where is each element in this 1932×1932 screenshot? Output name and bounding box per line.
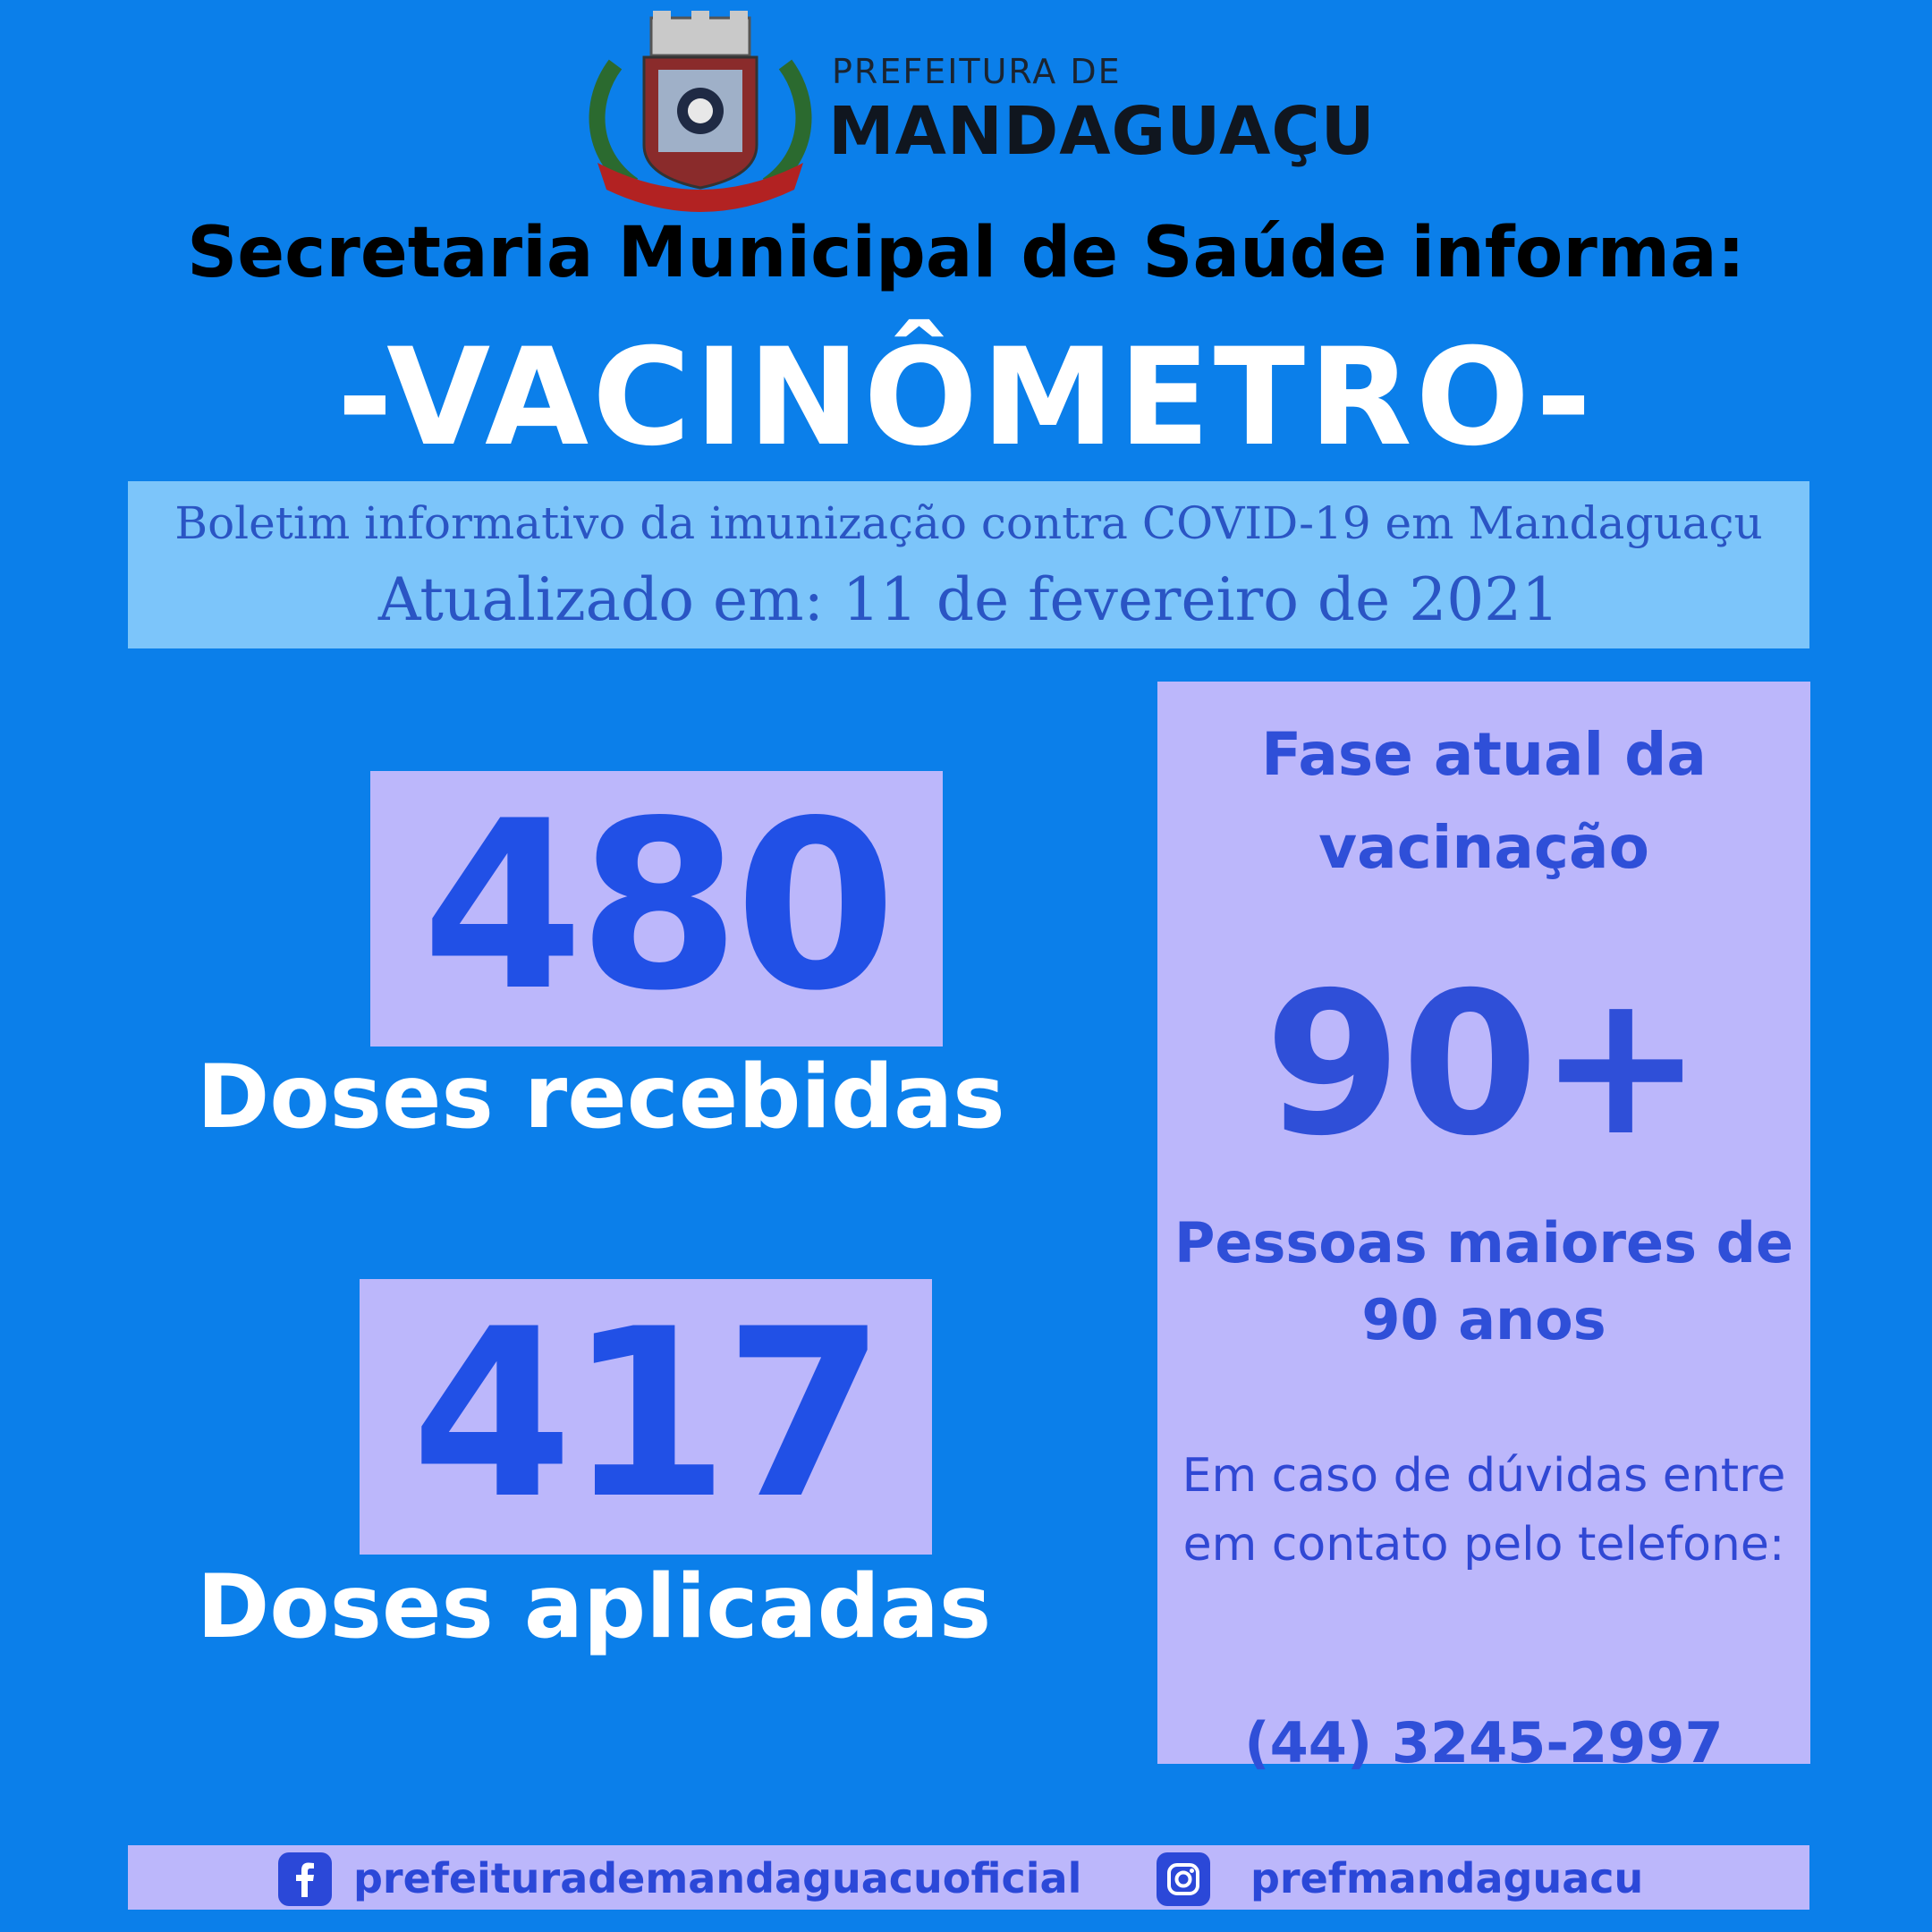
page-title: -VACINÔMETRO- bbox=[336, 320, 1596, 476]
social-footer bbox=[128, 1845, 1809, 1910]
updated-date: Atualizado em: 11 de fevereiro de 2021 bbox=[377, 565, 1560, 634]
contact-phone[interactable]: (44) 3245-2997 bbox=[1244, 1710, 1724, 1775]
phase-description: Pessoas maiores de 90 anos bbox=[1174, 1210, 1794, 1352]
bulletin-description: Boletim informativo da imunização contra COVID-19 em Mandaguaçu bbox=[174, 497, 1763, 549]
doses-received-label: Doses recebidas bbox=[197, 1046, 1005, 1148]
brand-prefix: PREFEITURA DE bbox=[832, 52, 1122, 91]
bulletin-band bbox=[128, 481, 1809, 648]
doses-applied-box bbox=[360, 1279, 932, 1555]
brand-name: MANDAGUAÇU bbox=[828, 93, 1376, 170]
secretaria-heading: Secretaria Municipal de Saúde informa: bbox=[187, 213, 1745, 293]
phase-title: Fase atual da vacinação bbox=[1261, 720, 1707, 882]
instagram-icon[interactable] bbox=[1157, 1852, 1210, 1906]
coat-of-arms-icon bbox=[580, 11, 821, 212]
facebook-handle[interactable]: prefeiturademandaguacuoficial bbox=[353, 1854, 1082, 1902]
doses-received-box bbox=[370, 771, 943, 1046]
doses-applied-value: 417 bbox=[411, 1280, 881, 1550]
instagram-handle[interactable]: prefmandaguacu bbox=[1250, 1854, 1644, 1902]
phase-value: 90+ bbox=[1264, 950, 1704, 1179]
facebook-icon[interactable] bbox=[278, 1852, 332, 1906]
vaccination-phase-panel bbox=[1157, 682, 1810, 1775]
contact-text: Em caso de dúvidas entre em contato pelo telefone: bbox=[1182, 1449, 1786, 1572]
doses-applied-label: Doses aplicadas bbox=[197, 1556, 992, 1658]
doses-received-value: 480 bbox=[421, 772, 892, 1042]
